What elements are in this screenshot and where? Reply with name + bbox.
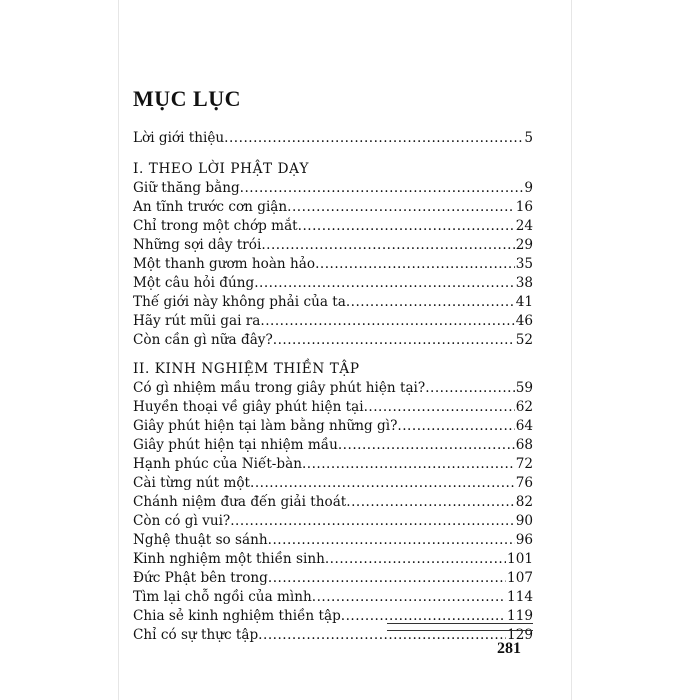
toc-entry-title: Giây phút hiện tại làm bằng những gì? (133, 418, 398, 434)
toc-entry (133, 588, 533, 607)
toc-entry (133, 274, 533, 293)
toc-entry (133, 398, 533, 417)
toc-entry (133, 236, 533, 255)
toc-entry-page: 114 (507, 589, 533, 605)
toc-entry-title: Chỉ có sự thực tập (133, 627, 259, 643)
toc-entry-title: Chánh niệm đưa đến giải thoát (133, 494, 347, 510)
toc-entry (133, 379, 533, 398)
footer-double-rule (387, 623, 533, 631)
dot-leader (261, 236, 514, 255)
toc-entry (133, 331, 533, 350)
dot-leader (260, 312, 514, 331)
toc-entry-title: Có gì nhiệm mầu trong giây phút hiện tại? (133, 380, 426, 396)
dot-leader (298, 217, 515, 236)
toc-entry-page: 35 (515, 256, 533, 272)
toc-entry-title: Cài từng nút một (133, 475, 251, 491)
dot-leader (338, 436, 515, 455)
dot-leader (224, 129, 523, 148)
section-heading-2: II. KINH NGHIỆM THIỀN TẬP (133, 361, 360, 377)
dot-leader (364, 398, 515, 417)
toc-entry (133, 436, 533, 455)
dot-leader (230, 512, 514, 531)
toc-entry-page: 52 (515, 332, 533, 348)
toc-entry-title: Một thanh gươm hoàn hảo (133, 256, 316, 272)
toc-entry-page: 82 (515, 494, 533, 510)
dot-leader (287, 198, 515, 217)
toc-entry-title: Hãy rút mũi gai ra (133, 313, 261, 329)
dot-leader (268, 531, 515, 550)
dot-leader (312, 588, 506, 607)
toc-entry-page: 129 (507, 627, 533, 643)
toc-entry-page: 96 (515, 532, 533, 548)
spacer (133, 148, 533, 160)
toc-entry-title: Còn có gì vui? (133, 513, 231, 529)
toc-entry-title: Đức Phật bên trong (133, 570, 268, 586)
toc-entry-page: 90 (515, 513, 533, 529)
dot-leader (273, 331, 515, 350)
page-number: 281 (497, 640, 521, 657)
toc-entry-page: 38 (515, 275, 533, 291)
toc-entry-intro (133, 129, 533, 148)
toc-entry-page: 119 (507, 608, 533, 624)
toc-entry-page: 68 (515, 437, 533, 453)
dot-leader (397, 417, 514, 436)
toc-entry-title: Kinh nghiệm một thiền sinh (133, 551, 325, 567)
toc-entry (133, 512, 533, 531)
toc-entry (133, 455, 533, 474)
toc-entry-title: Nghệ thuật so sánh (133, 532, 268, 548)
toc-entry-page: 107 (507, 570, 533, 586)
toc-entry-title: An tĩnh trước cơn giận (133, 199, 288, 215)
toc-entry-title: Thế giới này không phải của ta (133, 294, 346, 310)
spacer (133, 350, 533, 360)
dot-leader (302, 455, 515, 474)
toc-entry-title: Một câu hỏi đúng (133, 275, 255, 291)
table-of-contents (133, 129, 533, 645)
toc-entry-page: 41 (515, 294, 533, 310)
toc-entry-page: 101 (507, 551, 533, 567)
section-heading-1: I. THEO LỜI PHẬT DẠY (133, 161, 310, 177)
toc-entry-page: 5 (524, 130, 533, 146)
toc-entry (133, 179, 533, 198)
toc-entry-title: Giữ thăng bằng (133, 180, 240, 196)
toc-entry (133, 550, 533, 569)
toc-entry-page: 16 (515, 199, 533, 215)
dot-leader (250, 474, 515, 493)
toc-entry-page: 9 (524, 180, 533, 196)
toc-entry-page: 46 (515, 313, 533, 329)
toc-entry-page: 24 (515, 218, 533, 234)
dot-leader (346, 493, 514, 512)
dot-leader (346, 293, 515, 312)
toc-entry-title: Chia sẻ kinh nghiệm thiền tập (133, 608, 341, 624)
toc-entry-title: Những sợi dây trói (133, 237, 262, 253)
toc-entry (133, 531, 533, 550)
toc-entry (133, 217, 533, 236)
toc-entry (133, 255, 533, 274)
toc-entry (133, 569, 533, 588)
dot-leader (240, 179, 524, 198)
toc-entry-title: Hạnh phúc của Niết-bàn (133, 456, 302, 472)
dot-leader (325, 550, 506, 569)
toc-entry-title: Lời giới thiệu (133, 130, 225, 146)
toc-entry-title: Tìm lại chỗ ngồi của mình (133, 589, 312, 605)
toc-entry (133, 198, 533, 217)
toc-entry-page: 72 (515, 456, 533, 472)
toc-entry-title: Chỉ trong một chớp mắt (133, 218, 298, 234)
toc-entry-page: 62 (515, 399, 533, 415)
toc-entry-page: 59 (515, 380, 533, 396)
toc-entry (133, 293, 533, 312)
toc-entry (133, 493, 533, 512)
dot-leader (268, 569, 506, 588)
toc-entry (133, 417, 533, 436)
toc-entry (133, 474, 533, 493)
dot-leader (425, 379, 515, 398)
dot-leader (254, 274, 514, 293)
toc-entry-title: Còn cần gì nữa đây? (133, 332, 273, 348)
toc-entry-page: 76 (515, 475, 533, 491)
page-title: MỤC LỤC (133, 86, 241, 111)
toc-entry-title: Giây phút hiện tại nhiệm mầu (133, 437, 338, 453)
dot-leader (315, 255, 515, 274)
toc-entry (133, 312, 533, 331)
toc-entry-page: 64 (515, 418, 533, 434)
toc-entry-title: Huyền thoại về giây phút hiện tại (133, 399, 364, 415)
book-page (118, 0, 572, 700)
toc-entry-page: 29 (515, 237, 533, 253)
